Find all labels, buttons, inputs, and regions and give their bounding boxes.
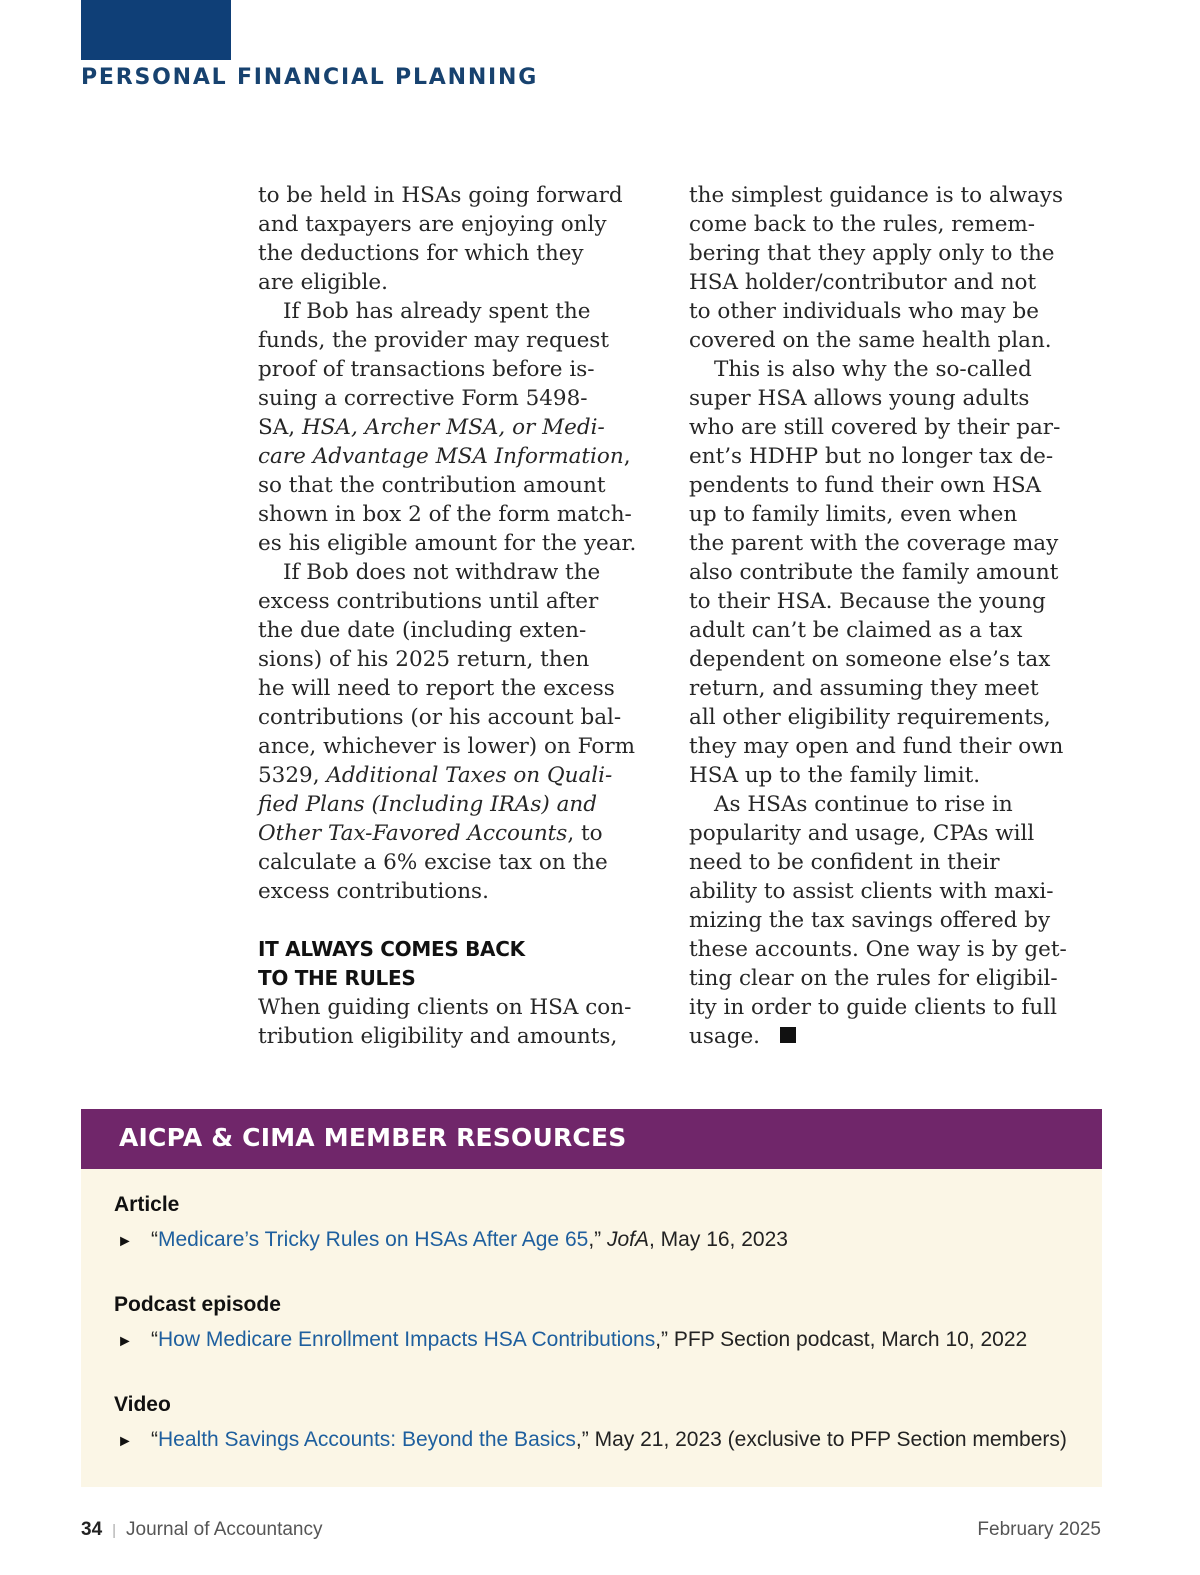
header-color-block — [81, 0, 231, 60]
text-line: to be held in HSAs going forward — [258, 183, 623, 208]
text-line: ent’s HDHP but no longer tax de- — [689, 444, 1054, 469]
open-quote: “ — [151, 1328, 158, 1351]
text-line: suing a corrective Form 5498- — [258, 386, 588, 411]
text-line: to other individuals who may be — [689, 299, 1039, 324]
text-line: pendents to fund their own HSA — [689, 473, 1042, 498]
resource-item-podcast — [117, 1328, 1027, 1352]
resource-category-article: Article — [114, 1193, 180, 1216]
footer-separator: | — [112, 1522, 117, 1539]
text-line: the parent with the coverage may — [689, 531, 1059, 556]
text-line: HSA up to the family limit. — [689, 763, 981, 788]
text-line: funds, the provider may request — [258, 328, 609, 353]
form-title-italic: fied Plans (Including IRAs) and — [258, 792, 598, 817]
text-line: HSA holder/contributor and not — [689, 270, 1037, 295]
text-line: excess contributions. — [258, 879, 489, 904]
text-line: mizing the tax savings offered by — [689, 908, 1051, 933]
text-line: calculate a 6% excise tax on the — [258, 850, 608, 875]
text-line: ance, whichever is lower) on Form — [258, 734, 635, 759]
text-line: dependent on someone else’s tax — [689, 647, 1051, 672]
form-title-italic: Other Tax-Favored Accounts — [258, 821, 568, 846]
member-resources-title: AICPA & CIMA MEMBER RESOURCES — [119, 1123, 627, 1152]
resource-category-video: Video — [114, 1393, 171, 1416]
text-line: super HSA allows young adults — [689, 386, 1030, 411]
text-line — [258, 790, 678, 819]
text-line: es his eligible amount for the year. — [258, 531, 637, 556]
text-line: popularity and usage, CPAs will — [689, 821, 1035, 846]
text-fragment: 5329, — [258, 763, 327, 788]
text-line: sions) of his 2025 return, then — [258, 647, 590, 672]
text-line — [258, 761, 678, 790]
text-fragment: , to — [567, 821, 603, 846]
section-subheading: TO THE RULES — [258, 966, 416, 990]
text-line: up to family limits, even when — [689, 502, 1018, 527]
text-line: tribution eligibility and amounts, — [258, 1024, 618, 1049]
text-fragment: , — [623, 444, 631, 469]
triangle-bullet-icon: ► — [117, 1233, 133, 1250]
section-label: PERSONAL FINANCIAL PLANNING — [81, 65, 539, 90]
resource-category-podcast: Podcast episode — [114, 1293, 281, 1316]
issue-date: February 2025 — [977, 1519, 1101, 1540]
page-number: 34 — [81, 1519, 103, 1540]
text-line: so that the contribution amount — [258, 473, 606, 498]
text-line: proof of transactions before is- — [258, 357, 595, 382]
text-line: excess contributions until after — [258, 589, 599, 614]
text-line: to their HSA. Because the young — [689, 589, 1046, 614]
text-fragment: ,” — [588, 1228, 607, 1251]
text-line — [258, 442, 678, 471]
resource-item-article — [117, 1228, 788, 1252]
text-line: come back to the rules, remem- — [689, 212, 1036, 237]
text-line: and taxpayers are enjoying only — [258, 212, 607, 237]
text-line: If Bob does not withdraw the — [283, 560, 601, 585]
text-line: As HSAs continue to rise in — [714, 792, 1013, 817]
form-title-italic: HSA, Archer MSA, or Medi- — [301, 415, 605, 440]
text-line: the deductions for which they — [258, 241, 584, 266]
member-resources-header — [81, 1109, 1102, 1169]
text-line: ting clear on the rules for eligibil- — [689, 966, 1058, 991]
open-quote: “ — [151, 1228, 158, 1251]
text-line: covered on the same health plan. — [689, 328, 1052, 353]
text-line: ity in order to guide clients to full — [689, 995, 1057, 1020]
triangle-bullet-icon: ► — [117, 1433, 133, 1450]
form-title-italic: care Advantage MSA Information — [258, 444, 624, 469]
text-line: all other eligibility requirements, — [689, 705, 1051, 730]
text-fragment: , May 16, 2023 — [649, 1228, 788, 1251]
paragraph-gap — [258, 906, 678, 935]
text-line: ability to assist clients with maxi- — [689, 879, 1054, 904]
page-footer-left — [81, 1519, 323, 1541]
text-line: If Bob has already spent the — [283, 299, 591, 324]
text-line: bering that they apply only to the — [689, 241, 1055, 266]
end-mark-icon — [780, 1027, 796, 1043]
text-line: these accounts. One way is by get- — [689, 937, 1067, 962]
text-fragment: ,” May 21, 2023 (exclusive to PFP Section members) — [575, 1428, 1067, 1451]
text-line: who are still covered by their par- — [689, 415, 1061, 440]
text-line: When guiding clients on HSA con- — [258, 995, 632, 1020]
text-line: contributions (or his account bal- — [258, 705, 622, 730]
text-line: This is also why the so-called — [714, 357, 1032, 382]
text-line: they may open and fund their own — [689, 734, 1064, 759]
text-line — [258, 413, 678, 442]
text-line: shown in box 2 of the form match- — [258, 502, 632, 527]
text-line: he will need to report the excess — [258, 676, 615, 701]
triangle-bullet-icon: ► — [117, 1333, 133, 1350]
publication-italic: JofA — [606, 1228, 650, 1251]
text-line — [689, 1022, 1109, 1051]
text-line: return, and assuming they meet — [689, 676, 1039, 701]
text-fragment: SA, — [258, 415, 302, 440]
open-quote: “ — [151, 1428, 158, 1451]
member-resources-box — [81, 1109, 1102, 1487]
article-column-right — [689, 181, 1109, 1051]
form-title-italic: Additional Taxes on Quali- — [326, 763, 613, 788]
text-line: the simplest guidance is to always — [689, 183, 1063, 208]
resource-link-podcast[interactable]: How Medicare Enrollment Impacts HSA Contributions — [158, 1328, 656, 1351]
publication-name: Journal of Accountancy — [126, 1519, 323, 1540]
resource-link-video[interactable]: Health Savings Accounts: Beyond the Basics — [158, 1428, 576, 1451]
text-line: need to be confident in their — [689, 850, 1000, 875]
resource-item-video — [117, 1428, 1067, 1452]
text-line — [258, 819, 678, 848]
text-line: the due date (including exten- — [258, 618, 587, 643]
text-line: also contribute the family amount — [689, 560, 1059, 585]
text-fragment: ,” PFP Section podcast, March 10, 2022 — [655, 1328, 1028, 1351]
text-fragment: usage. — [689, 1024, 761, 1049]
resource-link-article[interactable]: Medicare’s Tricky Rules on HSAs After Age 65 — [158, 1228, 589, 1251]
text-line: are eligible. — [258, 270, 388, 295]
text-line: adult can’t be claimed as a tax — [689, 618, 1023, 643]
section-subheading: IT ALWAYS COMES BACK — [258, 937, 525, 961]
article-column-left — [258, 181, 678, 1051]
